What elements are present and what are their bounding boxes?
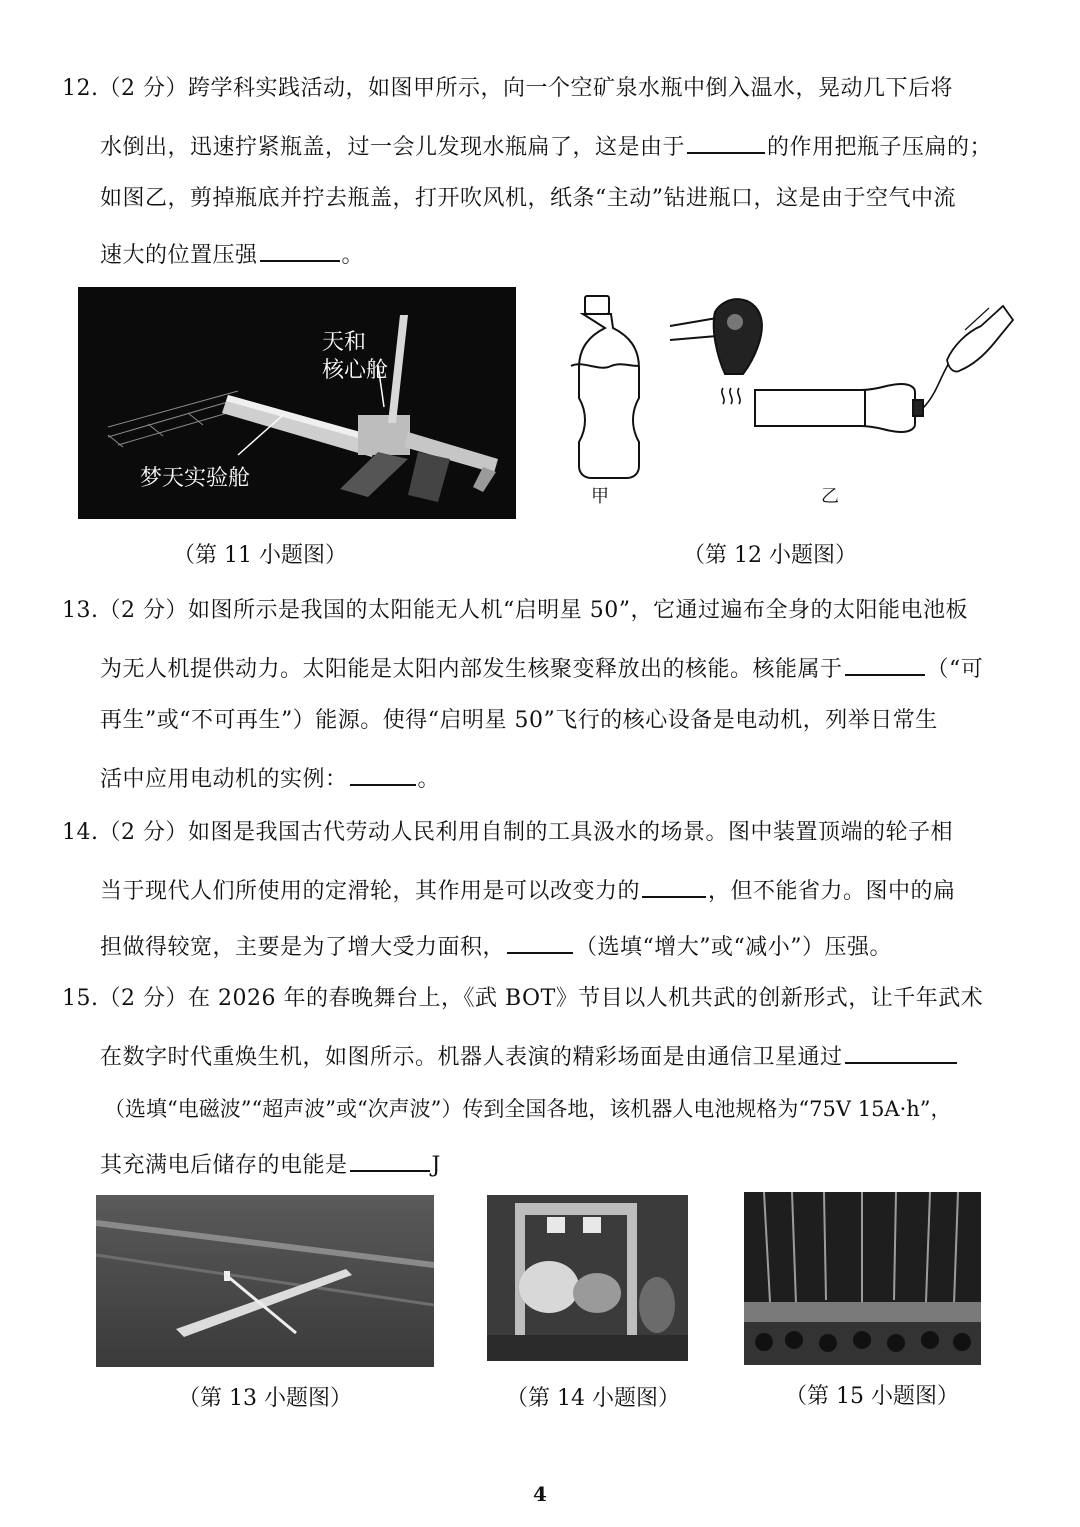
q15-line-3: （选填“电磁波”“超声波”或“次声波”）传到全国各地，该机器人电池规格为“75V 15A·h”， — [104, 1097, 952, 1121]
fig11-label-mengtian: 梦天实验舱 — [140, 466, 251, 491]
q15-number: 15. — [62, 986, 99, 1011]
page-number: 4 — [533, 1482, 547, 1506]
q12-number: 12. — [62, 76, 99, 101]
fig12-drawing — [555, 290, 1015, 520]
q12-line-3: 如图乙，剪掉瓶底并拧去瓶盖，打开吹风机，纸条“主动”钻进瓶口，这是由于空气中流 — [100, 186, 956, 211]
q15-blank-1[interactable] — [845, 1040, 957, 1064]
fig12-label-yi: 乙 — [821, 486, 839, 507]
q14-line-1: 14.（2 分）如图是我国古代劳动人民利用自制的工具汲水的场景。图中装置顶端的轮子相 — [62, 820, 953, 845]
fig14-caption: （第 14 小题图） — [506, 1386, 680, 1411]
q15-line-1: 15.（2 分）在 2026 年的春晚舞台上，《武 BOT》节目以人机共武的创新形式，让千年武术 — [62, 986, 984, 1011]
hand-paper-strip-icon — [923, 306, 1013, 408]
q14-line-3: 担做得较宽，主要是为了增大受力面积， （选填“增大”或“减小”）压强。 — [100, 930, 892, 963]
fig11-label-tianhe-1: 天和 — [322, 330, 367, 355]
fig14-water-drawing-photo — [487, 1195, 688, 1361]
q14-blank-1[interactable] — [642, 874, 706, 898]
q13-line-1: 13.（2 分）如图所示是我国的太阳能无人机“启明星 50”，它通过遍布全身的太阳能电池板 — [62, 598, 968, 623]
fig12-label-jia: 甲 — [591, 486, 609, 507]
q12-blank-2[interactable] — [260, 238, 340, 262]
q15-line-2: 在数字时代重焕生机，如图所示。机器人表演的精彩场面是由通信卫星通过 — [100, 1040, 959, 1073]
fig11-label-tianhe-2: 核心舱 — [322, 358, 389, 383]
fig13-solar-drone-photo — [96, 1195, 434, 1367]
q12-line-4: 速大的位置压强 。 — [100, 238, 364, 271]
q14-line-2: 当于现代人们所使用的定滑轮，其作用是可以改变力的 ，但不能省力。图中的扁 — [100, 874, 956, 907]
fig12-caption: （第 12 小题图） — [683, 543, 857, 568]
q13-blank-1[interactable] — [845, 652, 925, 676]
q12-line-1: 12.（2 分）跨学科实践活动，如图甲所示，向一个空矿泉水瓶中倒入温水，晃动几下后将 — [62, 76, 953, 101]
bottle-jia-icon — [571, 296, 639, 478]
q13-line-4: 活中应用电动机的实例： 。 — [100, 762, 440, 795]
q14-number: 14. — [62, 820, 99, 845]
fig13-caption: （第 13 小题图） — [178, 1386, 352, 1411]
q14-blank-2[interactable] — [507, 930, 573, 954]
q13-blank-2[interactable] — [350, 762, 416, 786]
q15-line-4: 其充满电后储存的电能是 J — [100, 1148, 441, 1181]
fig15-robot-stage-photo — [744, 1192, 981, 1365]
fig11-caption: （第 11 小题图） — [173, 543, 347, 568]
q13-line-2: 为无人机提供动力。太阳能是太阳内部发生核聚变释放出的核能。核能属于 （“可 — [100, 652, 983, 685]
q12-line-2: 水倒出，迅速拧紧瓶盖，过一会儿发现水瓶扁了，这是由于 的作用把瓶子压扁的； — [100, 130, 992, 163]
hair-dryer-icon — [670, 299, 762, 404]
q13-line-3: 再生”或“不可再生”）能源。使得“启明星 50”飞行的核心设备是电动机，列举日常生 — [100, 708, 938, 733]
q13-number: 13. — [62, 598, 99, 623]
fig15-caption: （第 15 小题图） — [785, 1384, 959, 1409]
q12-blank-1[interactable] — [687, 130, 765, 154]
q15-blank-2[interactable] — [350, 1148, 430, 1172]
bottle-yi-icon — [755, 384, 923, 432]
fig11-space-station-photo — [78, 287, 516, 519]
